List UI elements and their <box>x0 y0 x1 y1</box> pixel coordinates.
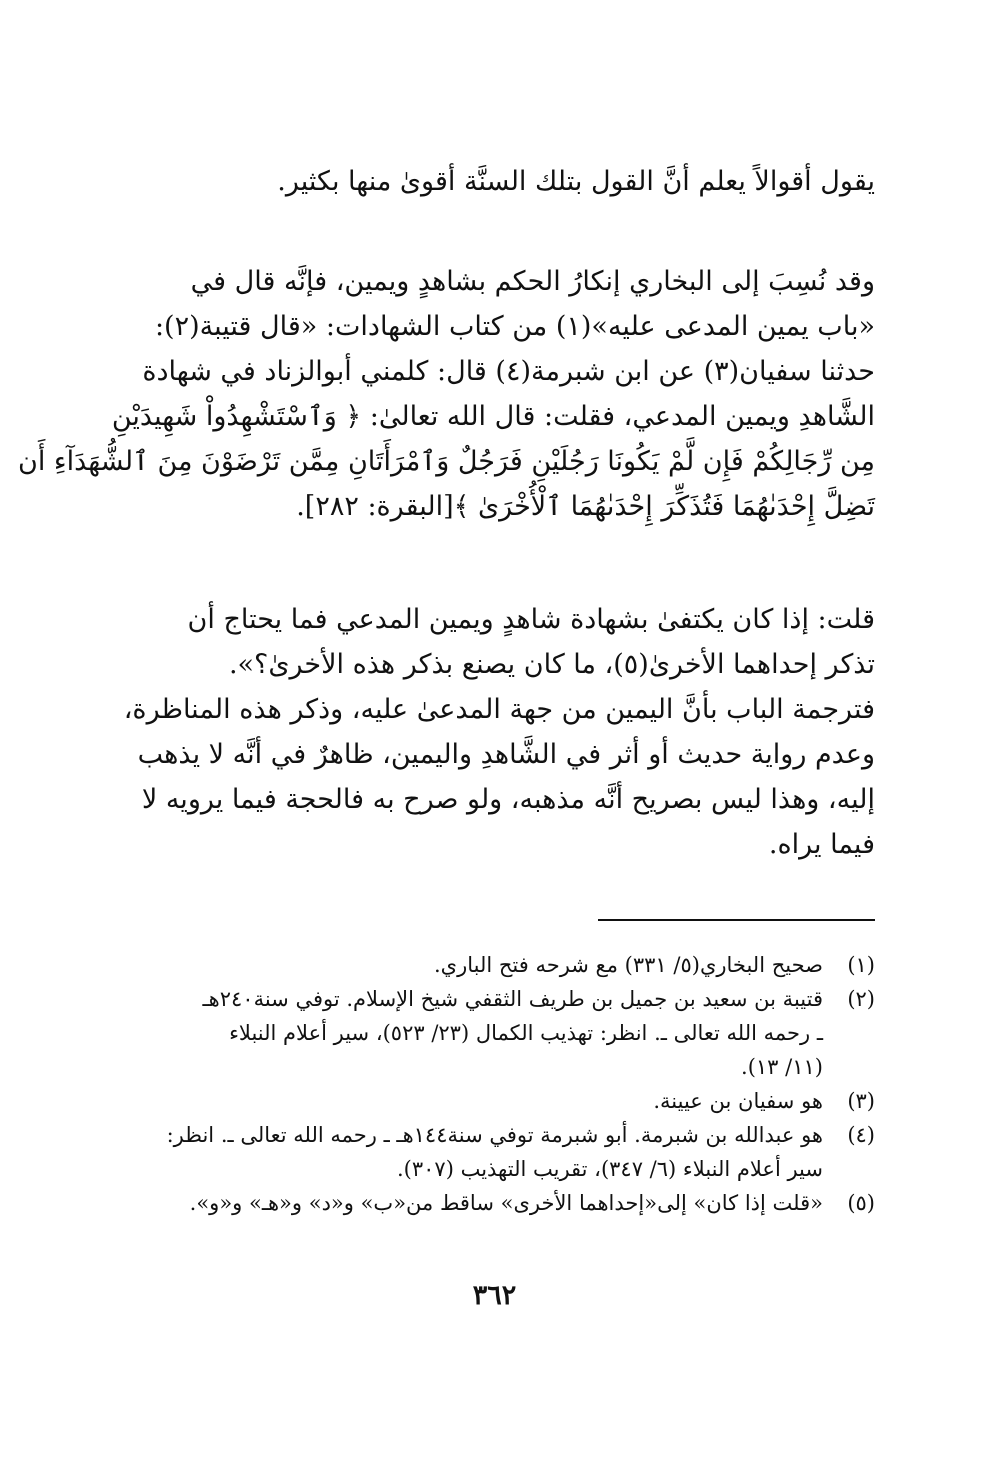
text-line: الشَّاهدِ ويمين المدعي، فقلت: قال الله تعالىٰ: ﴿ وَٱسْتَشْهِدُواْ شَهِيدَيْنِ <box>111 401 875 432</box>
quran-verse-line: تَضِلَّ إِحْدَىٰهُمَا فَتُذَكِّرَ إِحْدَىٰهُمَا ٱلْأُخْرَىٰ ﴾[البقرة: ٢٨٢]. <box>296 491 875 522</box>
text-line: قلت: إذا كان يكتفىٰ بشهادة شاهدٍ ويمين المدعي فما يحتاج أن <box>187 604 875 635</box>
footnote-5 <box>110 1186 875 1220</box>
footnotes <box>110 948 875 1220</box>
footnote-line: ـ رحمه الله تعالى ـ. انظر: تهذيب الكمال (٢٣/ ٥٢٣)، سير أعلام النبلاء <box>229 1021 823 1045</box>
text-line: وعدم رواية حديث أو أثر في الشَّاهدِ واليمين، ظاهرٌ في أنَّه لا يذهب <box>137 739 875 770</box>
footnote-line: «قلت إذا كان» إلى«إحداهما الأخرى» ساقط من«ب» و«د» و«هـ» و«و». <box>189 1191 823 1215</box>
footnote-text <box>110 948 823 982</box>
paragraph-3 <box>110 597 875 867</box>
text-line: فترجمة الباب بأنَّ اليمين من جهة المدعىٰ عليه، وذكر هذه المناظرة، <box>123 694 875 725</box>
footnote-number: (٣) <box>847 1089 875 1113</box>
footnote-text <box>110 1118 823 1186</box>
footnote-text <box>110 982 823 1084</box>
footnote-number: (٤) <box>847 1123 875 1147</box>
text-line: يقول أقوالاً يعلم أنَّ القول بتلك السنَّة أقوىٰ منها بكثير. <box>277 166 875 197</box>
text-line: تذكر إحداهما الأخرىٰ(٥)، ما كان يصنع بذكر هذه الأخرىٰ؟». <box>228 649 875 680</box>
text-line: وقد نُسِبَ إلى البخاري إنكارُ الحكم بشاهدٍ ويمين، فإنَّه قال في <box>190 266 875 297</box>
footnote-line: هو سفيان بن عيينة. <box>653 1089 823 1113</box>
text-line: إليه، وهذا ليس بصريح أنَّه مذهبه، ولو صرح به فالحجة فيما يرويه لا <box>141 784 875 815</box>
footnote-number: (٥) <box>847 1191 875 1215</box>
footnote-line: (١١/ ١٣). <box>741 1055 823 1079</box>
paragraph-1 <box>110 159 875 204</box>
footnote-4 <box>110 1118 875 1186</box>
footnote-text <box>110 1084 823 1118</box>
text-line: فيما يراه. <box>768 829 875 860</box>
footnote-3 <box>110 1084 875 1118</box>
quran-verse-line: مِن رِّجَالِكُمْ فَإِن لَّمْ يَكُونَا رَجُلَيْنِ فَرَجُلٌ وَٱمْرَأَتَانِ مِمَّن تَرْضَوْنَ مِنَ ٱلشُّهَدَآءِ أَن <box>18 446 875 477</box>
footnote-divider <box>598 919 875 921</box>
page-number: ٣٦٢ <box>472 1280 517 1311</box>
footnote-number: (١) <box>847 953 875 977</box>
footnote-line: قتيبة بن سعيد بن جميل بن طريف الثقفي شيخ الإسلام. توفي سنة٢٤٠هـ <box>202 987 823 1011</box>
text-line: «باب يمين المدعى عليه»(١) من كتاب الشهادات: «قال قتيبة(٢): <box>154 311 875 342</box>
footnote-2 <box>110 982 875 1084</box>
footnote-line: صحيح البخاري(٥/ ٣٣١) مع شرحه فتح الباري. <box>433 953 823 977</box>
footnote-number: (٢) <box>847 987 875 1011</box>
footnote-line: هو عبدالله بن شبرمة. أبو شبرمة توفي سنة١٤٤هـ ـ رحمه الله تعالى ـ. انظر: <box>166 1123 823 1147</box>
footnote-1 <box>110 948 875 982</box>
text-line: حدثنا سفيان(٣) عن ابن شبرمة(٤) قال: كلمني أبوالزناد في شهادة <box>142 356 875 387</box>
footnote-text <box>110 1186 823 1220</box>
footnote-line: سير أعلام النبلاء (٦/ ٣٤٧)، تقريب التهذيب (٣٠٧). <box>396 1157 823 1181</box>
paragraph-2 <box>18 259 875 529</box>
